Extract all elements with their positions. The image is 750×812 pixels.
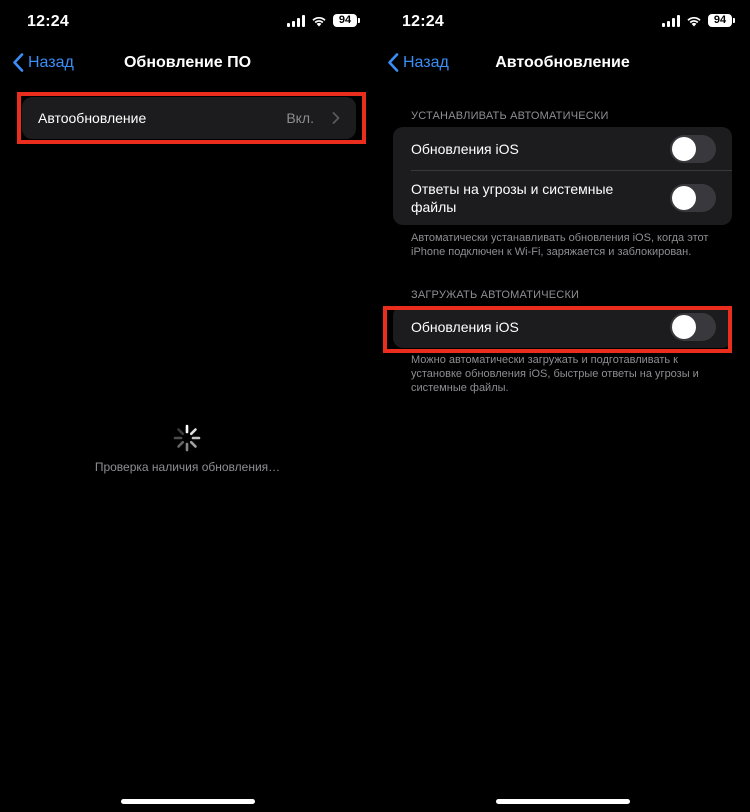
- back-label: Назад: [403, 53, 449, 71]
- download-ios-updates-label: Обновления iOS: [411, 319, 519, 335]
- checking-status-text: Проверка наличия обновления…: [94, 460, 281, 474]
- wifi-icon: [686, 15, 702, 27]
- install-security-responses-toggle[interactable]: [670, 184, 716, 212]
- page-title: Автообновление: [495, 54, 630, 71]
- status-indicators: [287, 14, 357, 27]
- download-section-header: ЗАГРУЖАТЬ АВТОМАТИЧЕСКИ: [411, 289, 580, 301]
- navigation-bar: [0, 50, 375, 78]
- auto-update-label: Автообновление: [38, 110, 147, 126]
- cellular-signal-icon: [662, 15, 680, 27]
- loading-spinner-icon: [172, 423, 202, 453]
- highlight-frame-auto-update: [17, 92, 366, 144]
- navigation-bar: [375, 50, 750, 78]
- cellular-signal-icon: [287, 15, 305, 27]
- back-label: Назад: [28, 53, 74, 71]
- page-title: Обновление ПО: [123, 54, 252, 71]
- battery-icon: 94: [333, 14, 357, 27]
- install-ios-updates-row: [393, 127, 732, 171]
- install-ios-updates-toggle[interactable]: [670, 135, 716, 163]
- wifi-icon: [311, 15, 327, 27]
- install-section-footer: Автоматически устанавливать обновления iOS, когда этот iPhone подключен к Wi-Fi, заряжается и заблокирован.: [411, 232, 709, 258]
- home-indicator[interactable]: [121, 799, 255, 804]
- status-time: 12:24: [402, 13, 444, 30]
- home-indicator[interactable]: [496, 799, 630, 804]
- download-section-footer: Можно автоматически загружать и подготавливать к установке обновления iOS, быстрые ответы на угрозы и системные файлы.: [411, 354, 699, 394]
- install-section-header: УСТАНАВЛИВАТЬ АВТОМАТИЧЕСКИ: [411, 110, 609, 122]
- install-ios-updates-label: Обновления iOS: [411, 141, 519, 157]
- status-time: 12:24: [27, 13, 69, 30]
- install-security-responses-label: Ответы на угрозы и системные файлы: [411, 181, 614, 215]
- auto-update-screen: [375, 0, 750, 812]
- highlight-frame-download-ios: [383, 306, 732, 353]
- auto-update-value: Вкл.: [286, 110, 314, 126]
- status-indicators: [662, 14, 732, 27]
- battery-icon: 94: [708, 14, 732, 27]
- install-security-responses-row: [393, 171, 732, 225]
- install-settings-group: [393, 127, 732, 225]
